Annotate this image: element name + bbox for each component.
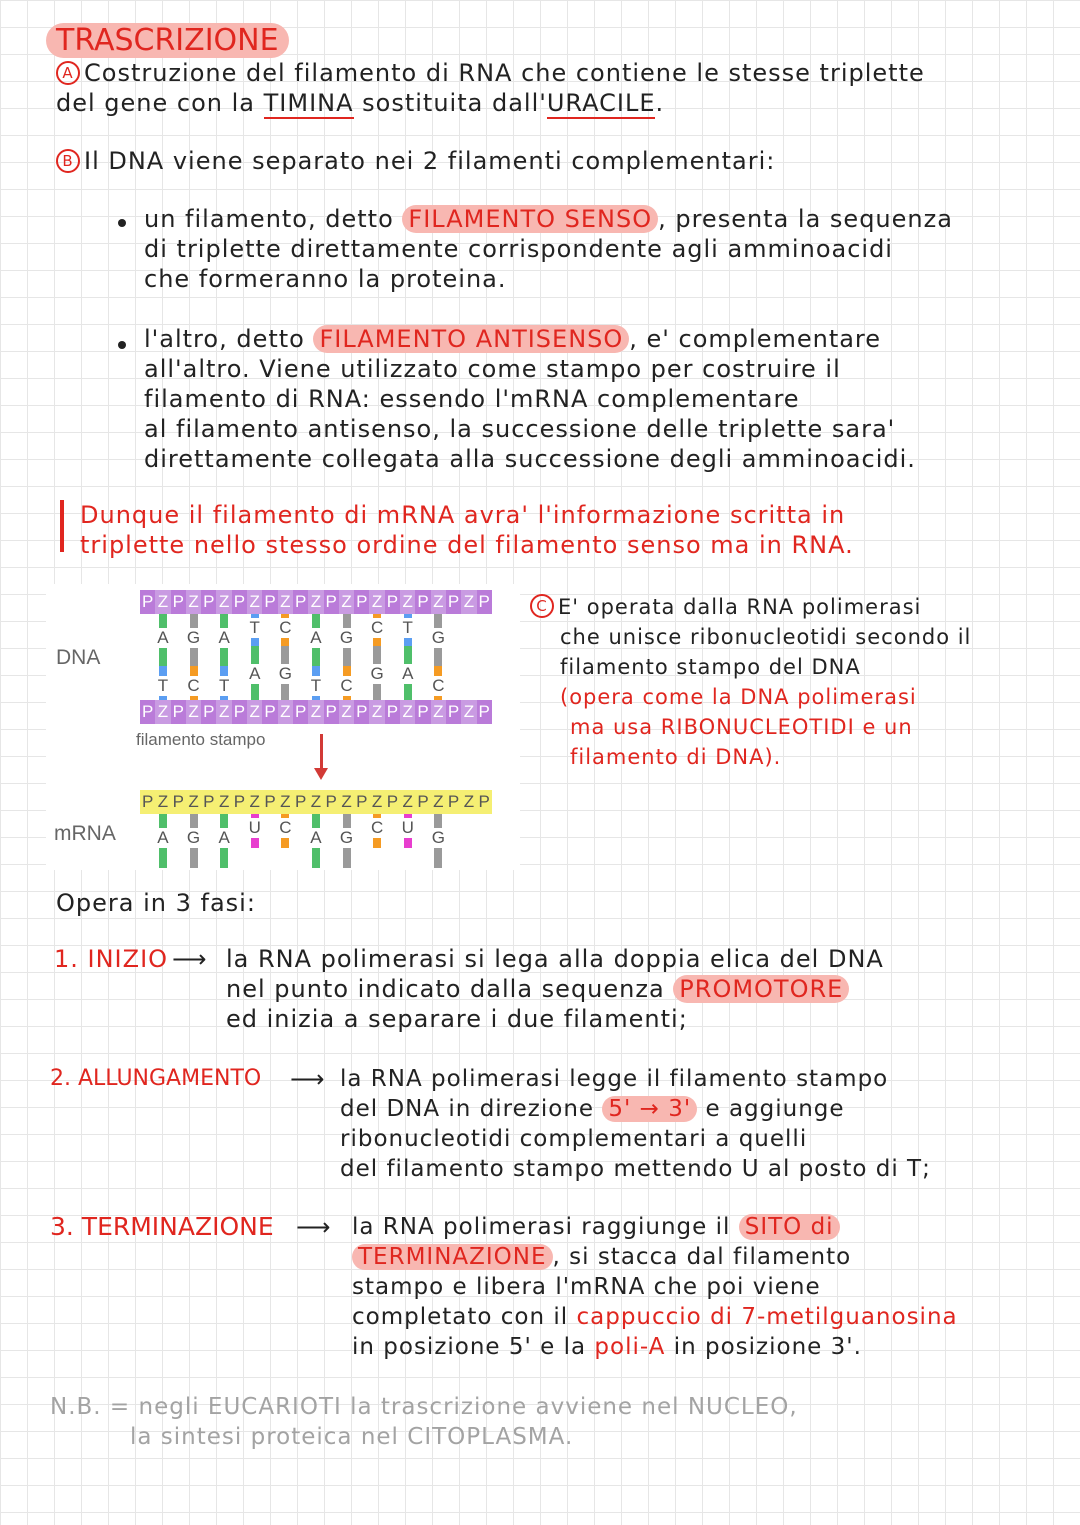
phases-intro: Opera in 3 fasi: xyxy=(56,889,256,917)
backbone-sugar: Z xyxy=(247,590,262,614)
sito-hl: SITO di xyxy=(739,1214,840,1240)
base-A: A xyxy=(215,828,233,848)
backbone-sugar: Z xyxy=(155,790,170,814)
bullet-2-dot xyxy=(118,334,126,353)
backbone-phosphate: P xyxy=(201,790,216,814)
backbone-sugar: Z xyxy=(461,590,476,614)
down-arrow xyxy=(320,734,323,770)
backbone-sugar: Z xyxy=(431,590,446,614)
page-title: TRASCRIZIONE xyxy=(46,22,289,60)
backbone-sugar: Z xyxy=(308,700,323,724)
base-G: G xyxy=(185,828,203,848)
backbone-sugar: Z xyxy=(186,590,201,614)
backbone-sugar: Z xyxy=(278,590,293,614)
backbone-phosphate: P xyxy=(171,790,186,814)
base-T: T xyxy=(246,618,264,638)
phase-1-arrow: ⟶ xyxy=(172,945,208,973)
base-A: A xyxy=(154,628,172,648)
base-A: A xyxy=(307,628,325,648)
uracile-term: URACILE xyxy=(546,89,656,117)
phase-2-text: la RNA polimerasi legge il filamento stampo del DNA in direzione 5' → 3' e aggiunge ribonucleotidi complementari a quelli del filamento stampo mettendo U al posto di T; xyxy=(340,1066,931,1182)
backbone-phosphate: P xyxy=(293,790,308,814)
section-b-intro: B Il DNA viene separato nei 2 filamenti complementari: xyxy=(56,146,775,176)
backbone-sugar: Z xyxy=(431,700,446,724)
backbone-phosphate: P xyxy=(415,790,430,814)
marker-b: B xyxy=(56,149,80,173)
backbone-sugar: Z xyxy=(431,790,446,814)
backbone-phosphate: P xyxy=(171,590,186,614)
backbone-phosphate: P xyxy=(354,700,369,724)
phase-2-arrow: ⟶ xyxy=(290,1065,326,1093)
backbone-phosphate: P xyxy=(446,590,461,614)
note: Dunque il filamento di mRNA avra' l'informazione scritta in triplette nello stesso ordine del filamento senso ma in RNA. xyxy=(80,501,854,559)
nb-note: N.B. = negli EUCARIOTI la trascrizione avviene nel NUCLEO, la sintesi proteica nel CITOPLASMA. xyxy=(50,1394,798,1450)
section-a: A Costruzione del filamento di RNA che contiene le stesse triplette del gene con la TIMINA sostituita dall'URACILE. xyxy=(56,59,925,117)
base-U: U xyxy=(399,818,417,838)
phase-3-arrow: ⟶ xyxy=(296,1213,332,1241)
note-bar xyxy=(60,500,64,552)
bullet-2: l'altro, detto FILAMENTO ANTISENSO , e' complementare all'altro. Viene utilizzato come stampo per costruire il filamento di RNA: essendo l'mRNA complementare al filamento antisenso, la successione delle triplette sara' direttamente collegata alla successione degli amminoacidi. xyxy=(144,325,916,473)
terminazione-hl: TERMINAZIONE xyxy=(352,1244,553,1270)
backbone-phosphate: P xyxy=(140,790,155,814)
filamento-senso-hl: FILAMENTO SENSO xyxy=(402,205,658,233)
base-A: A xyxy=(246,664,264,684)
backbone-phosphate: P xyxy=(171,700,186,724)
direction-hl: 5' → 3' xyxy=(602,1096,697,1122)
backbone-sugar: Z xyxy=(216,790,231,814)
backbone-sugar: Z xyxy=(400,790,415,814)
base-C: C xyxy=(185,676,203,696)
section-c: C E' operata dalla RNA polimerasi che unisce ribonucleotidi secondo il filamento stampo del DNA (opera come la DNA polimerasi ma usa RIBONUCLEOTIDI e un filamento di DNA). xyxy=(530,592,971,772)
backbone-phosphate: P xyxy=(354,590,369,614)
backbone-phosphate: P xyxy=(140,700,155,724)
marker-a: A xyxy=(56,61,80,85)
base-A: A xyxy=(215,628,233,648)
backbone-phosphate: P xyxy=(324,590,339,614)
backbone-sugar: Z xyxy=(339,790,354,814)
backbone-sugar: Z xyxy=(339,590,354,614)
base-G: G xyxy=(276,664,294,684)
backbone-sugar: Z xyxy=(339,700,354,724)
backbone-phosphate: P xyxy=(477,790,492,814)
backbone-phosphate: P xyxy=(232,590,247,614)
phase-3-text: la RNA polimerasi raggiunge il SITO di TERMINAZIONE , si stacca dal filamento stampo e libera l'mRNA che poi viene completato con il cappuccio di 7-metilguanosina in posizione 5' e la poli-A in posizione 3'. xyxy=(352,1214,958,1360)
base-C: C xyxy=(276,818,294,838)
base-C: C xyxy=(429,676,447,696)
backbone-phosphate: P xyxy=(477,590,492,614)
backbone-sugar: Z xyxy=(278,700,293,724)
base-A: A xyxy=(399,664,417,684)
template-label: filamento stampo xyxy=(136,730,266,749)
phase-3-label: 3. TERMINAZIONE xyxy=(50,1212,274,1241)
backbone-sugar: Z xyxy=(400,700,415,724)
backbone-phosphate: P xyxy=(262,790,277,814)
base-G: G xyxy=(338,828,356,848)
base-T: T xyxy=(215,676,233,696)
backbone-sugar: Z xyxy=(369,700,384,724)
base-C: C xyxy=(368,818,386,838)
phase-1-text: la RNA polimerasi si lega alla doppia elica del DNA nel punto indicato dalla sequenza PROMOTORE ed inizia a separare i due filamenti; xyxy=(226,945,884,1033)
backbone-phosphate: P xyxy=(354,790,369,814)
backbone-sugar: Z xyxy=(369,790,384,814)
backbone-phosphate: P xyxy=(415,700,430,724)
backbone-phosphate: P xyxy=(385,700,400,724)
dna-label: DNA xyxy=(56,646,101,669)
backbone-phosphate: P xyxy=(232,700,247,724)
base-G: G xyxy=(338,628,356,648)
backbone-phosphate: P xyxy=(140,590,155,614)
base-T: T xyxy=(154,676,172,696)
backbone-sugar: Z xyxy=(461,700,476,724)
phase-1-label: 1. INIZIO xyxy=(54,945,169,973)
bullet-1: un filamento, detto FILAMENTO SENSO , presenta la sequenza di triplette direttamente corrispondente agli amminoacidi che formeranno la proteina. xyxy=(144,205,953,293)
backbone-sugar: Z xyxy=(278,790,293,814)
backbone-phosphate: P xyxy=(446,700,461,724)
backbone-sugar: Z xyxy=(247,790,262,814)
backbone-phosphate: P xyxy=(293,700,308,724)
backbone-sugar: Z xyxy=(461,790,476,814)
base-G: G xyxy=(429,628,447,648)
backbone-phosphate: P xyxy=(232,790,247,814)
dna-top-strand xyxy=(140,590,492,614)
backbone-sugar: Z xyxy=(308,590,323,614)
bullet-1-dot xyxy=(118,212,126,231)
backbone-sugar: Z xyxy=(155,700,170,724)
backbone-sugar: Z xyxy=(247,700,262,724)
base-C: C xyxy=(368,618,386,638)
base-T: T xyxy=(307,676,325,696)
base-A: A xyxy=(307,828,325,848)
promotore-hl: PROMOTORE xyxy=(673,975,849,1003)
base-G: G xyxy=(429,828,447,848)
backbone-phosphate: P xyxy=(385,590,400,614)
backbone-phosphate: P xyxy=(324,700,339,724)
backbone-phosphate: P xyxy=(201,590,216,614)
marker-c: C xyxy=(530,594,554,618)
backbone-phosphate: P xyxy=(385,790,400,814)
mrna-strand xyxy=(140,790,492,814)
dna-bottom-strand xyxy=(140,700,492,724)
base-U: U xyxy=(246,818,264,838)
backbone-phosphate: P xyxy=(293,590,308,614)
backbone-phosphate: P xyxy=(262,590,277,614)
backbone-sugar: Z xyxy=(186,790,201,814)
backbone-sugar: Z xyxy=(186,700,201,724)
base-C: C xyxy=(276,618,294,638)
down-arrow-head xyxy=(314,768,328,780)
base-A: A xyxy=(154,828,172,848)
backbone-sugar: Z xyxy=(369,590,384,614)
backbone-sugar: Z xyxy=(216,700,231,724)
backbone-sugar: Z xyxy=(216,590,231,614)
phase-2-label: 2. ALLUNGAMENTO xyxy=(50,1066,262,1091)
mrna-label: mRNA xyxy=(54,822,116,845)
backbone-phosphate: P xyxy=(201,700,216,724)
timina-term: TIMINA xyxy=(263,89,354,117)
filamento-antisenso-hl: FILAMENTO ANTISENSO xyxy=(313,325,629,353)
backbone-phosphate: P xyxy=(415,590,430,614)
base-T: T xyxy=(399,618,417,638)
backbone-phosphate: P xyxy=(446,790,461,814)
backbone-sugar: Z xyxy=(155,590,170,614)
backbone-sugar: Z xyxy=(308,790,323,814)
backbone-phosphate: P xyxy=(477,700,492,724)
base-G: G xyxy=(185,628,203,648)
backbone-phosphate: P xyxy=(324,790,339,814)
backbone-phosphate: P xyxy=(262,700,277,724)
backbone-sugar: Z xyxy=(400,590,415,614)
base-C: C xyxy=(338,676,356,696)
base-G: G xyxy=(368,664,386,684)
dna-figure xyxy=(46,584,520,870)
